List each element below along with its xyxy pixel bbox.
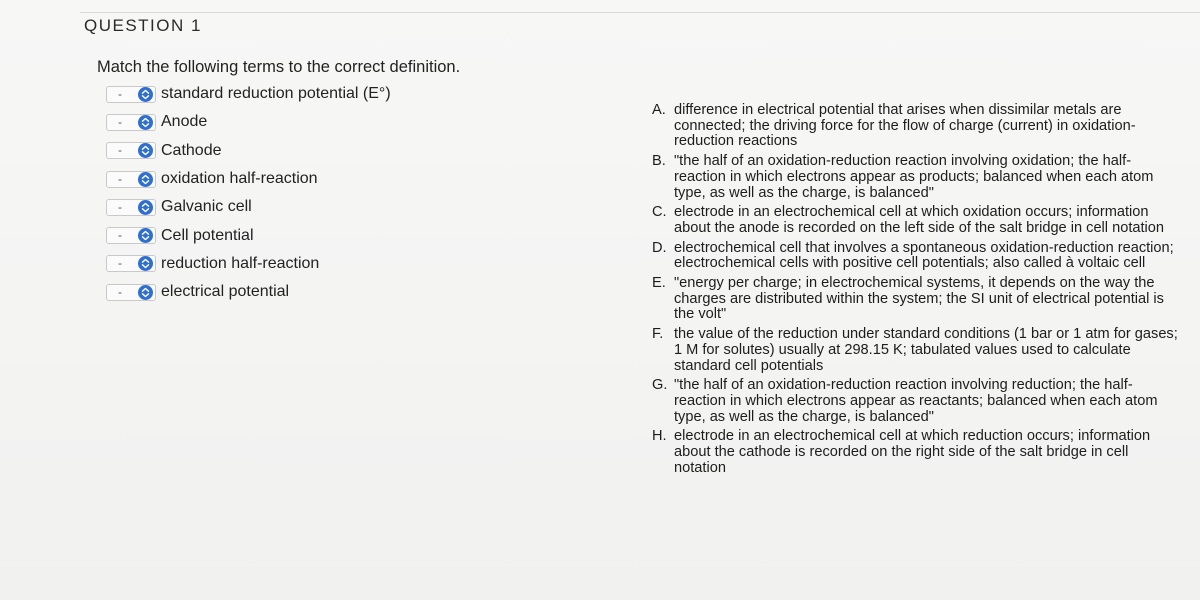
definition-item (652, 327, 1182, 374)
definition-letter: G. (652, 377, 668, 394)
answer-select-value: - (118, 143, 122, 158)
term-row (106, 137, 526, 165)
definition-letter: A. (652, 102, 666, 118)
answer-select[interactable] (106, 114, 156, 131)
instructions: Match the following terms to the correct definition. (97, 58, 461, 76)
answer-select[interactable] (106, 227, 156, 244)
definition-item (652, 429, 1182, 476)
definition-text: "the half of an oxidation-reduction reaction involving reduction; the half-reaction in which electrons appear as reactants; balanced when each atom type, as well as the charge, is balanced" (674, 377, 1158, 425)
term-row (106, 221, 526, 249)
answer-select[interactable] (106, 171, 156, 188)
term-row (106, 165, 526, 193)
definition-letter: C. (652, 204, 667, 221)
definition-text: electrochemical cell that involves a spontaneous oxidation-reduction reaction; electrochemical cells with positive cell potentials; also called à voltaic cell (674, 239, 1174, 272)
up-down-chevron-icon[interactable] (138, 87, 153, 102)
up-down-chevron-icon[interactable] (138, 200, 153, 215)
answer-select[interactable] (106, 142, 156, 159)
term-label: oxidation half-reaction (161, 170, 318, 188)
up-down-chevron-icon[interactable] (138, 172, 153, 187)
up-down-chevron-icon[interactable] (138, 285, 153, 300)
answer-select-value: - (118, 171, 122, 186)
term-row (106, 108, 526, 136)
definition-item (652, 378, 1182, 425)
definition-item (652, 154, 1182, 201)
definition-letter: F. (652, 326, 664, 343)
term-row (106, 193, 526, 221)
answer-select-value: - (118, 228, 122, 243)
answer-select[interactable] (106, 86, 156, 103)
answer-select[interactable] (106, 199, 156, 216)
definition-text: difference in electrical potential that arises when dissimilar metals are connected; the driving force for the flow of charge (current) in oxidation-reduction reactions (674, 102, 1136, 150)
term-label: Cell potential (161, 226, 254, 244)
definition-text: electrode in an electrochemical cell at which oxidation occurs; information about the anode is recorded on the left side of the salt bridge in cell notation (674, 204, 1165, 236)
definition-letter: E. (652, 275, 666, 292)
definition-letter: D. (652, 239, 667, 256)
answer-select[interactable] (106, 255, 156, 272)
definition-text: "the half of an oxidation-reduction reaction involving oxidation; the half-reaction in which electrons appear as products; balanced when each atom type, as well as the charge, is balanced" (674, 153, 1154, 201)
up-down-chevron-icon[interactable] (138, 228, 153, 243)
definition-letter: B. (652, 153, 666, 170)
answer-select[interactable] (106, 284, 156, 301)
up-down-chevron-icon[interactable] (138, 143, 153, 158)
definition-text: "energy per charge; in electrochemical systems, it depends on the way the charges are distributed within the system; the SI unit of electrical potential is the volt" (674, 275, 1164, 323)
answer-select-value: - (118, 114, 122, 129)
answer-select-value: - (118, 199, 122, 214)
answer-select-value: - (118, 86, 122, 101)
definition-item (652, 241, 1182, 272)
term-label: electrical potential (161, 283, 290, 301)
term-label: Anode (161, 113, 208, 131)
definition-text: electrode in an electrochemical cell at which reduction occurs; information about the cathode is recorded on the right side of the salt bridge in cell notation (674, 428, 1151, 476)
divider (80, 12, 1200, 13)
term-row (106, 278, 526, 306)
term-label: standard reduction potential (E°) (161, 85, 391, 103)
definition-list (652, 103, 1182, 480)
term-row (106, 80, 526, 108)
up-down-chevron-icon[interactable] (138, 115, 153, 130)
question-heading: QUESTION 1 (84, 16, 202, 35)
term-label: Cathode (161, 141, 222, 159)
term-row (106, 250, 526, 278)
answer-select-value: - (118, 256, 122, 271)
definition-letter: H. (652, 428, 667, 445)
definition-item (652, 205, 1182, 236)
term-list (106, 80, 526, 306)
definition-item (652, 103, 1182, 150)
up-down-chevron-icon[interactable] (138, 256, 153, 271)
answer-select-value: - (118, 284, 122, 299)
definition-text: the value of the reduction under standard conditions (1 bar or 1 atm for gases; 1 M for solutes) usually at 298.15 K; tabulated values used to calculate standard cell potentials (674, 326, 1178, 374)
term-label: Galvanic cell (161, 198, 252, 216)
definition-item (652, 276, 1182, 323)
term-label: reduction half-reaction (161, 254, 320, 272)
